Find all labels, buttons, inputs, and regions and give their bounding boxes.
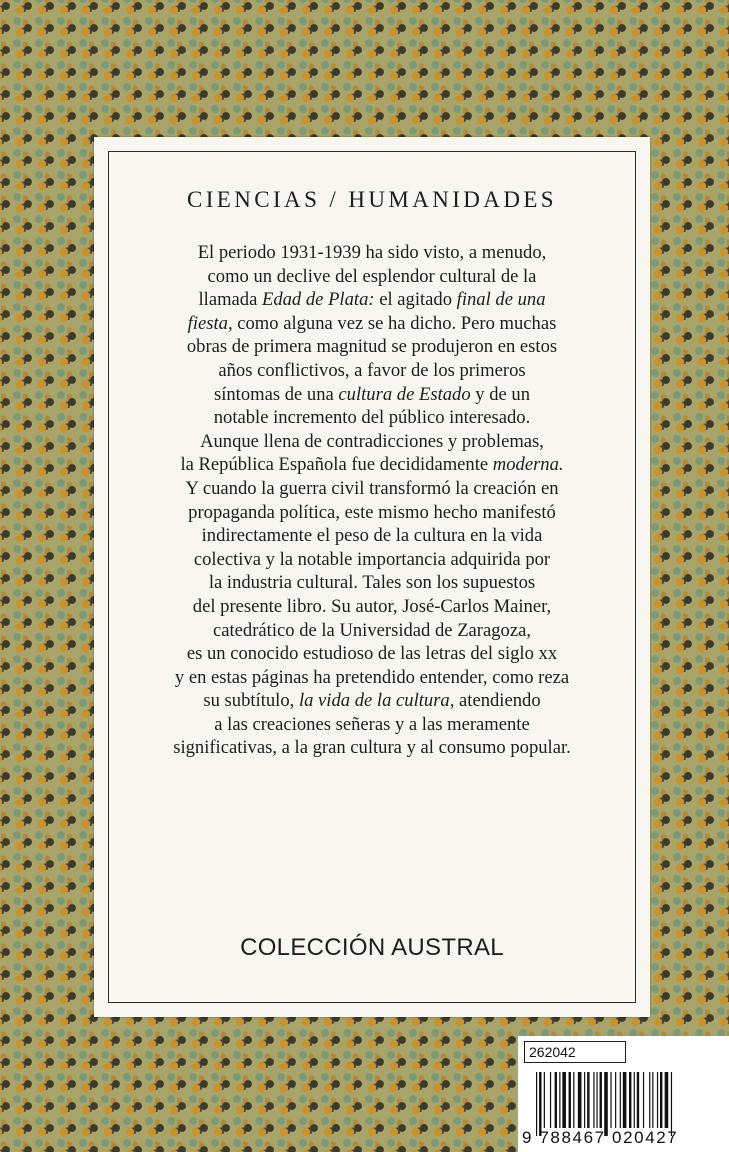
blurb-segment: como alguna vez se ha dicho. Pero muchas	[232, 312, 557, 334]
blurb-segment: el agitado	[374, 289, 457, 311]
blurb-segment: años conflictivos, a favor de los primeros	[218, 359, 526, 381]
barcode-bar	[600, 1072, 602, 1128]
blurb-italic-segment: cultura de Estado	[338, 383, 471, 405]
blurb-line	[124, 335, 620, 359]
barcode-bar	[615, 1072, 616, 1128]
blurb-line	[124, 453, 620, 477]
blurb-line	[124, 359, 620, 383]
blurb-segment: obras de primera magnitud se produjeron en estos	[186, 336, 558, 358]
blurb-segment: Aunque llena de contradicciones y problemas,	[200, 430, 544, 452]
blurb-line	[124, 501, 620, 525]
blurb-segment: propaganda política, este mismo hecho manifestó	[188, 501, 556, 523]
category-heading: CIENCIAS / HUMANIDADES	[187, 187, 557, 212]
collection-name: COLECCIÓN AUSTRAL	[240, 934, 504, 961]
blurb-text	[124, 241, 620, 760]
barcode-bar	[587, 1072, 589, 1128]
barcode-bar	[578, 1072, 582, 1128]
blurb-line	[124, 642, 620, 666]
barcode-bar	[671, 1072, 672, 1136]
barcode-bar	[596, 1072, 597, 1128]
barcode-bar	[544, 1072, 545, 1128]
blurb-line	[124, 571, 620, 595]
barcode-bar	[559, 1072, 560, 1128]
barcode-bar	[569, 1072, 571, 1128]
blurb-line	[124, 619, 620, 643]
blurb-line	[124, 524, 620, 548]
barcode-bar	[539, 1072, 541, 1136]
barcode-bar	[623, 1072, 627, 1128]
blurb-segment: del presente libro. Su autor, José-Carlos Mainer,	[192, 595, 552, 617]
blurb-line	[124, 288, 620, 312]
blurb-segment: llamada	[198, 289, 262, 311]
barcode-bar	[573, 1072, 574, 1128]
blurb-segment: a las creaciones señeras y a las meramente	[214, 713, 530, 735]
barcode-bar	[555, 1072, 557, 1128]
blurb-segment: indirectamente el peso de la cultura en la vida	[201, 525, 543, 547]
blurb-line	[124, 595, 620, 619]
blurb-segment: la industria cultural. Tales son los supuestos	[208, 572, 536, 594]
barcode-bar	[536, 1072, 537, 1136]
barcode-bar	[584, 1072, 585, 1128]
blurb-italic-segment: Edad de Plata:	[261, 289, 375, 311]
barcode-bar	[660, 1072, 662, 1128]
barcode-bar	[629, 1072, 631, 1128]
barcode-bar	[665, 1072, 669, 1128]
blurb-italic-segment: final de una	[456, 289, 546, 311]
blurb-line	[124, 477, 620, 501]
barcode-bar	[637, 1072, 639, 1128]
barcode-bar	[620, 1072, 621, 1128]
product-code: 262042	[524, 1041, 626, 1063]
blurb-segment: la República Española fue decididamente	[180, 454, 493, 476]
blurb-italic-segment: la vida de la cultura,	[298, 690, 455, 712]
blurb-line	[124, 548, 620, 572]
barcode-graphic	[534, 1072, 722, 1136]
blurb-segment: como un declive del esplendor cultural de la	[207, 265, 537, 287]
barcode-bar	[604, 1072, 608, 1136]
barcode-bar	[634, 1072, 635, 1128]
barcode-bar	[649, 1072, 650, 1128]
barcode-bar	[550, 1072, 551, 1128]
blurb-line	[124, 430, 620, 454]
barcode-bar	[610, 1072, 611, 1128]
blurb-line	[124, 406, 620, 430]
blurb-segment: es un conocido estudioso de las letras del siglo xx	[186, 643, 558, 665]
barcode-bar	[593, 1072, 594, 1128]
blurb-segment: y en estas páginas ha pretendido entender, como reza	[174, 666, 570, 688]
barcode-sticker	[518, 1036, 729, 1152]
isbn-digits: 9 788467 020427	[522, 1128, 679, 1147]
barcode-bar	[562, 1072, 566, 1128]
blurb-segment: notable incremento del público interesado.	[213, 407, 531, 429]
blurb-segment: Y cuando la guerra civil transformó la creación en	[185, 477, 559, 499]
blurb-line	[124, 265, 620, 289]
blurb-segment: atendiendo	[454, 690, 541, 712]
barcode-bar	[657, 1072, 658, 1128]
blurb-line	[124, 736, 620, 760]
barcode-bar	[643, 1072, 644, 1128]
blurb-line	[124, 312, 620, 336]
blurb-line	[124, 241, 620, 265]
blurb-segment: su subtítulo,	[203, 690, 299, 712]
blurb-segment: colectiva y la notable importancia adquirida por	[193, 548, 551, 570]
blurb-line	[124, 713, 620, 737]
blurb-italic-segment: fiesta,	[187, 312, 233, 334]
blurb-segment: El periodo 1931-1939 ha sido visto, a menudo,	[197, 242, 547, 263]
blurb-line	[124, 689, 620, 713]
blurb-italic-segment: moderna.	[492, 454, 564, 476]
back-cover-panel	[94, 137, 650, 1017]
blurb-line	[124, 666, 620, 690]
blurb-segment: y de un	[470, 383, 531, 405]
blurb-line	[124, 383, 620, 407]
blurb-segment: síntomas de una	[213, 383, 339, 405]
blurb-segment: catedrático de la Universidad de Zaragoza,	[213, 619, 531, 641]
blurb-segment: significativas, a la gran cultura y al consumo popular.	[173, 737, 571, 759]
barcode-bar	[652, 1072, 653, 1128]
